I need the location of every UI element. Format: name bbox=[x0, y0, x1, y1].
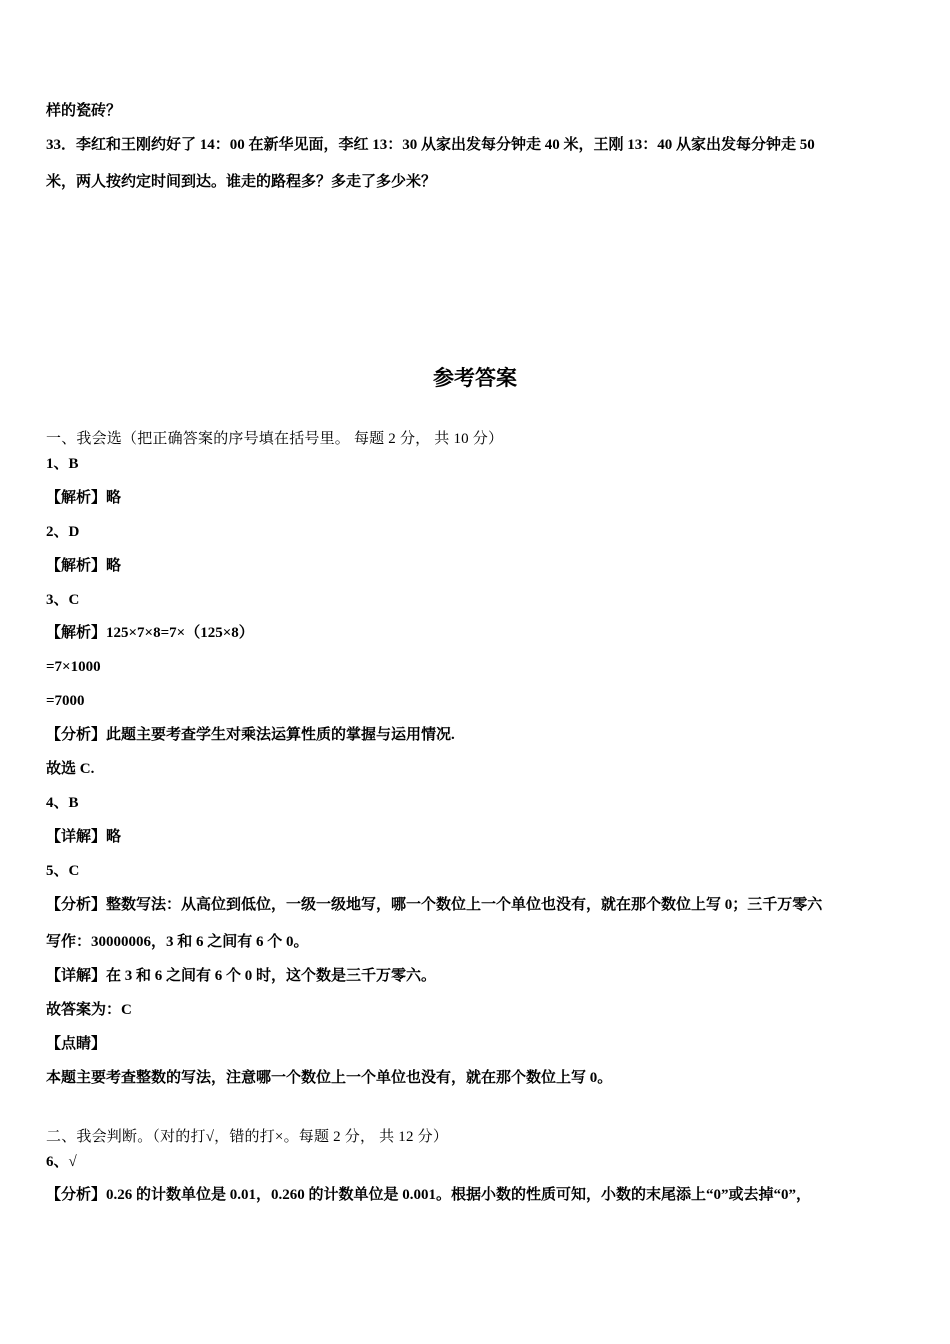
answer-line: =7×1000 bbox=[46, 659, 101, 675]
question-32-tail: 样的瓷砖？ bbox=[46, 103, 122, 119]
answer-line: 4、B bbox=[46, 795, 79, 811]
answer-line: 2、D bbox=[46, 524, 80, 540]
answer-line: 1、B bbox=[46, 456, 79, 472]
answer-line: 【分析】0.26 的计数单位是 0.01，0.260 的计数单位是 0.001。根据小数的性质可知，小数的末尾添上“0”或去掉“0”， bbox=[46, 1187, 812, 1203]
answer-line: =7000 bbox=[46, 693, 85, 709]
answer-line: 故答案为：C bbox=[46, 1002, 132, 1018]
answer-line: 5、C bbox=[46, 863, 80, 879]
answer-line: 【点睛】 bbox=[46, 1036, 107, 1052]
answer-line: 6、√ bbox=[46, 1154, 77, 1170]
answer-line: 本题主要考查整数的写法，注意哪一个数位上一个单位也没有，就在那个数位上写 0。 bbox=[46, 1070, 613, 1086]
section-2-heading: 二、我会判断。（对的打√，错的打×。每题 2 分， 共 12 分） bbox=[46, 1129, 449, 1145]
answer-line: 【分析】此题主要考查学生对乘法运算性质的掌握与运用情况. bbox=[46, 727, 455, 743]
answer-line: 【解析】略 bbox=[46, 490, 122, 506]
answer-line: 【解析】略 bbox=[46, 558, 122, 574]
answer-line: 写作：30000006，3 和 6 之间有 6 个 0。 bbox=[46, 934, 309, 950]
answer-line: 【详解】在 3 和 6 之间有 6 个 0 时，这个数是三千万零六。 bbox=[46, 968, 437, 984]
answer-line: 【详解】略 bbox=[46, 829, 122, 845]
answer-line: 【分析】整数写法：从高位到低位，一级一级地写，哪一个数位上一个单位也没有，就在那个数位上写 0；三千万零六 bbox=[46, 897, 823, 913]
answer-line: 【解析】125×7×8=7×（125×8） bbox=[46, 625, 254, 641]
answers-title: 参考答案 bbox=[433, 366, 517, 390]
answer-line: 故选 C. bbox=[46, 761, 95, 777]
question-33-line-1: 33．李红和王刚约好了 14：00 在新华见面，李红 13：30 从家出发每分钟走 40 米，王刚 13：40 从家出发每分钟走 50 bbox=[46, 137, 815, 153]
question-33-line-2: 米，两人按约定时间到达。谁走的路程多？多走了多少米？ bbox=[46, 174, 437, 190]
answer-line: 3、C bbox=[46, 592, 80, 608]
section-1-heading: 一、我会选（把正确答案的序号填在括号里。 每题 2 分， 共 10 分） bbox=[46, 431, 504, 447]
